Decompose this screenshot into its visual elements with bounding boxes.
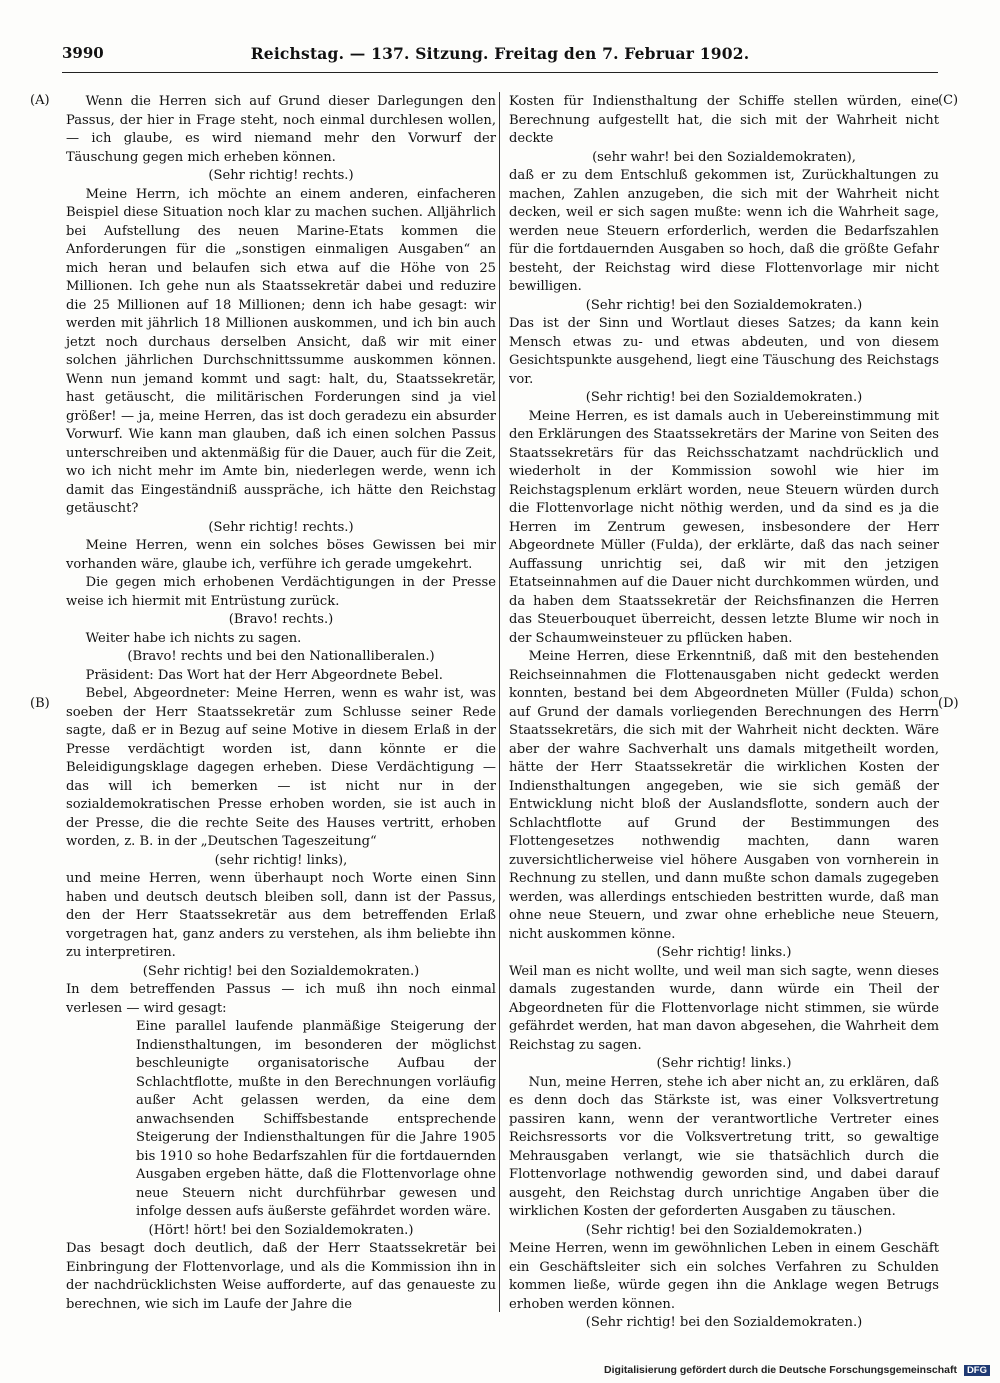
paragraph: In dem betreffenden Passus — ich muß ihn noch einmal verlesen — wird gesagt: xyxy=(66,982,496,1016)
header-rule xyxy=(62,72,938,73)
dfg-logo: DFG xyxy=(964,1365,990,1376)
paragraph: Das ist der Sinn und Wortlaut dieses Satzes; da kann kein Mensch etwas zu- und etwas abdeuten, und von diesem Gesichtspunkte ausgehend, liegt eine Täuschung des Reichstags vor. xyxy=(509,316,939,387)
paragraph: Meine Herren, es ist damals auch in Uebereinstimmung mit den Erklärungen des Staatssekretärs der Marine von Seiten des Staatssekretärs für das Reichsschatzamt nachdrücklich und wiederholt in der Kommission sowohl wie hier im Reichstagsplenum erklärt worden, neue Steuern würden durch die Flottenvorlage nicht nöthig werden, und da sind es ja die Herren im Zentrum gewesen, insbesondere der Herr Abgeordnete Müller (Fulda), der erklärte, daß das nach seiner Auffassung unrichtig sei, daß wir mit den jetzigen Etatseinnahmen auf die Dauer nicht durchkommen würden, und da haben dem Staatssekretär der Reichsfinanzen die Herren das Steuerbouquet überreicht, dessen letzte Blume wir noch in der Schaumweinsteuer zu pflücken haben. xyxy=(509,408,939,646)
right-column xyxy=(509,93,939,1333)
interjection: (Sehr richtig! links.) xyxy=(656,945,792,960)
page-title: Reichstag. — 137. Sitzung. Freitag den 7. Februar 1902. xyxy=(250,44,750,63)
margin-mark-b: (B) xyxy=(30,696,50,711)
interjection: (Sehr richtig! bei den Sozialdemokraten.) xyxy=(585,1222,863,1238)
interjection: (Bravo! rechts.) xyxy=(228,612,334,627)
speaker-paragraph: Bebel, Abgeordneter: Meine Herren, wenn es wahr ist, was soeben der Herr Staatssekretär zum Schlusse seiner Rede sagte, daß er in Bezug auf seine Motive in diesem Erlaß in der Presse verdächtigt worden ist, dann könnte er die Beleidigungsklage dagegen erheben. Diese Verdächtigung — das will ich bemerken — ist nicht nur in der sozialdemokratischen Presse erhoben worden, sie ist auch in der Presse, die die rechte Seite des Hauses vertritt, erhoben worden, z. B. in der „Deutschen Tageszeitung“ xyxy=(66,686,496,849)
interjection: (Sehr richtig! bei den Sozialdemokraten.) xyxy=(142,963,420,979)
paragraph: Das besagt doch deutlich, daß der Herr Staatssekretär bei Einbringung der Flottenvorlage, und als die Kommission ihn in der nachdrücklichsten Weise aufforderte, auf das genaueste zu berechnen, wie sich im Laufe der Jahre die xyxy=(66,1241,496,1312)
paragraph: Meine Herren, diese Erkenntniß, daß mit den bestehenden Reichseinnahmen die Flottenausgaben nicht gedeckt werden konnten, bestand bei dem Abgeordneten Müller (Fulda) schon auf Grund der damals vorliegenden Berechnungen des Herrn Staatssekretärs, die sich mit der Wahrheit nicht deckten. Wäre aber der wahre Sachverhalt uns damals mitgetheilt worden, hätte der Herr Staatssekretär die wirklichen Kosten der Indiensthaltungen angegeben, wie sie sich gemäß der Entwicklung nicht bloß der Auslandsflotte, sondern auch der Schlachtflotte auf Grund der Bestimmungen des Flottengesetzes nothwendig machten, dann waren zuversichtlicherweise viel höhere Ausgaben von vornherein in Rechnung zu stellen, und dann mußte schon damals zugegeben werden, was allerdings entschieden bestritten wurde, daß man ohne neue Steuern, und zwar ohne erhebliche neue Steuern, nicht auskommen könne. xyxy=(509,649,939,942)
interjection: (sehr wahr! bei den Sozialdemokraten), xyxy=(592,149,856,165)
interjection: (Sehr richtig! links.) xyxy=(656,1056,792,1071)
paragraph: Wenn die Herren sich auf Grund dieser Darlegungen den Passus, der hier in Frage steht, noch einmal durchlesen wollen, — ich glaube, es wird niemand mehr den Vorwurf der Täuschung gegen mich erheben können. xyxy=(66,94,496,165)
column-divider xyxy=(499,92,500,1312)
quoted-passage: Eine parallel laufende planmäßige Steigerung der Indiensthaltungen, im besonderen der möglichst beschleunigte organisatorische Aufbau der Schlachtflotte, mußte in den Berechnungen vorläufig außer Acht gelassen werden, da eine dem anwachsenden Schiffsbestande entsprechende Steigerung der Indiensthaltungen für die Jahre 1905 bis 1910 so hohe Bedarfszahlen für die fortdauernden Ausgaben ergeben hätte, daß die Flottenvorlage ohne neue Steuern nicht durchführbar gewesen und infolge dessen aufs äußerste gefährdet worden wäre. xyxy=(136,1019,496,1219)
interjection: (Bravo! rechts und bei den Nationalliberalen.) xyxy=(127,649,435,664)
interjection: (Sehr richtig! rechts.) xyxy=(208,168,354,183)
margin-mark-d: (D) xyxy=(938,696,959,711)
margin-mark-c: (C) xyxy=(938,93,959,108)
interjection: (Sehr richtig! bei den Sozialdemokraten.) xyxy=(585,1315,863,1330)
paragraph: Meine Herren, wenn im gewöhnlichen Leben in einem Geschäft ein Geschäftsleiter sich ein solches Verfahren zu Schulden kommen ließe, würde gegen ihn die Anklage wegen Betrugs erhoben werden können. xyxy=(509,1241,939,1312)
interjection: (sehr richtig! links), xyxy=(214,852,348,868)
interjection: (Sehr richtig! rechts.) xyxy=(208,519,354,535)
page-header xyxy=(62,44,938,70)
interjection: (Sehr richtig! bei den Sozialdemokraten.) xyxy=(585,390,863,405)
paragraph: Kosten für Indiensthaltung der Schiffe stellen würden, eine Berechnung aufgestellt hat, die sich mit der Wahrheit nicht deckte xyxy=(509,94,939,146)
paragraph: Meine Herren, wenn ein solches böses Gewissen bei mir vorhanden wäre, glaube ich, verführe ich gerade umgekehrt. xyxy=(66,538,496,572)
speaker-paragraph: Präsident: Das Wort hat der Herr Abgeordnete Bebel. xyxy=(85,667,443,683)
paragraph: Nun, meine Herren, stehe ich aber nicht an, zu erklären, daß es denn doch das Stärkste ist, was einer Volksvertretung passiren kann, wenn der verantwortliche Vertreter eines Reichsressorts vor die Volksvertretung tritt, so gewaltige Mehrausgaben verlangt, wie sie thatsächlich durch die Flottenvorlage nothwendig geworden sind, und dabei darauf ausgeht, den Reichstag durch unrichtige Angaben über die wirklichen Kosten der geforderten Ausgaben zu täuschen. xyxy=(509,1074,939,1219)
paragraph: daß er zu dem Entschluß gekommen ist, Zurückhaltungen zu machen, Zahlen anzugeben, die sich mit der Wahrheit nicht decken, weil er sich sagen mußte: wenn ich die Wahrheit sage, werden neue Steuern erforderlich, werden die Bedarfszahlen für die fortdauernden Ausgaben so hoch, daß die größte Gefahr besteht, der Reichstag wird diese Flottenvorlage mir nicht bewilligen. xyxy=(509,168,939,294)
paragraph: Weil man es nicht wollte, und weil man sich sagte, wenn dieses damals zugestanden wurde, dann würde ein Theil der Abgeordneten für die Flottenvorlage nicht stimmen, sie würde gefährdet werden, hat man davon abgesehen, die Wahrheit dem Reichstag zu sagen. xyxy=(509,963,939,1053)
left-column xyxy=(66,93,496,1314)
interjection: (Sehr richtig! bei den Sozialdemokraten.) xyxy=(585,297,863,313)
paragraph: Meine Herrn, ich möchte an einem anderen, einfacheren Beispiel diese Situation noch klar zu machen suchen. Alljährlich bei Aufstellung des neuen Marine-Etats kommen die Anforderungen für die „sonstigen einmaligen Ausgaben“ an mich heran und belaufen sich etwa auf die Höhe von 25 Millionen. Ich gehe nun als Staatssekretär dabei und reduzire die 25 Millionen auf 18 Millionen; denn ich habe gesagt: wir werden mit jährlich 18 Millionen auskommen, und ich bin auch jetzt noch durchaus derselben Ansicht, daß wir mit einer solchen jährlichen Durchschnittssumme auskommen können. Wenn nun jemand kommt und sagt: halt, du, Staatssekretär, hast getäuscht, die militärischen Forderungen sind ja viel größer! — ja, meine Herren, das ist doch geradezu ein absurder Vorwurf. Wie kann man glauben, daß ich einen solchen Passus unterschreiben und aktenmäßig für die Dauer, auch für die Zeit, wo ich nicht mehr im Amte bin, niederlegen werde, wenn ich damit das Eingeständniß ausspräche, ich hätte den Reichstag getäuscht? xyxy=(66,186,496,516)
interjection: (Hört! hört! bei den Sozialdemokraten.) xyxy=(148,1222,414,1238)
paragraph: Die gegen mich erhobenen Verdächtigungen in der Presse weise ich hiermit mit Entrüstung zurück. xyxy=(66,575,496,609)
page-number: 3990 xyxy=(62,44,104,62)
paragraph: und meine Herren, wenn überhaupt noch Worte einen Sinn haben und deutsch deutsch bleiben soll, dann ist der Passus, den der Herr Staatssekretär aus dem betreffenden Erlaß vorgetragen hat, ganz anders zu verstehen, als ihm beliebte ihn zu interpretiren. xyxy=(66,871,496,960)
footer-credit xyxy=(600,1364,990,1380)
paragraph: Weiter habe ich nichts zu sagen. xyxy=(85,630,302,646)
footer-text: Digitalisierung gefördert durch die Deutsche Forschungsgemeinschaft xyxy=(604,1364,958,1376)
margin-mark-a: (A) xyxy=(30,93,50,108)
